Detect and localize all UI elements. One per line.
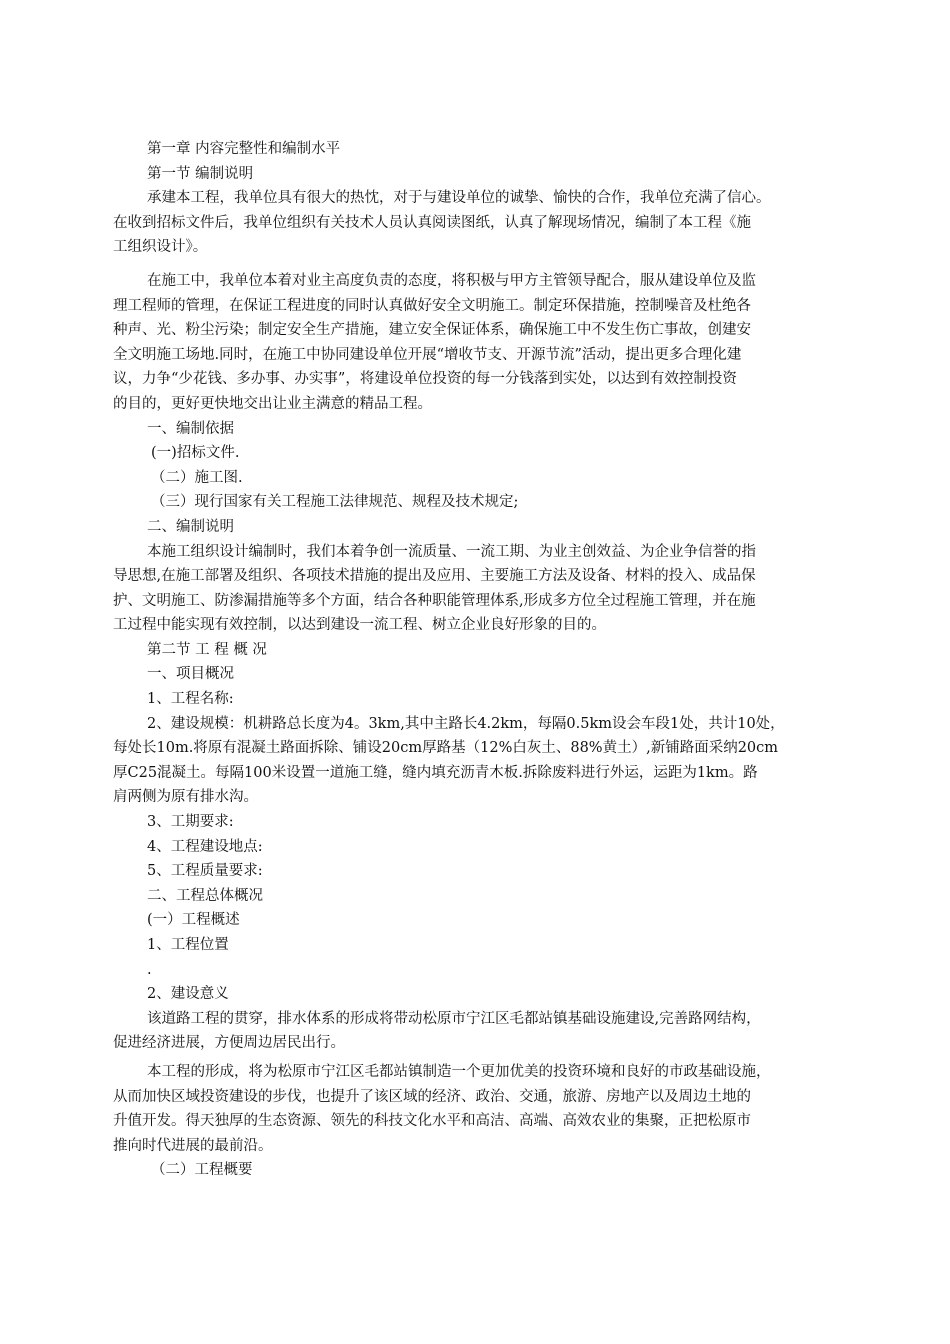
list-item: 3、工期要求:: [147, 814, 234, 831]
section-title: 第一节 编制说明: [147, 165, 254, 182]
paragraph-line: 促进经济进展，方便周边居民出行。: [113, 1035, 345, 1052]
paragraph-line: 2、建设规模：机耕路总长度为4。3km,其中主路长4.2km，每隔0.5km设会车段1处，共计10处，: [147, 715, 785, 732]
paragraph-line: 升值开发。得天独厚的生态资源、领先的科技文化水平和高洁、高端、高效农业的集聚，正把松原市: [113, 1113, 751, 1130]
paragraph: [113, 1060, 865, 1158]
subheading: 一、编制依据: [147, 420, 234, 437]
paragraph-line: 该道路工程的贯穿，排水体系的形成将带动松原市宁江区毛都站镇基础设施建设,完善路网结构，: [147, 1010, 761, 1027]
paragraph-line: 每处长10m.将原有混凝土路面拆除、铺设20cm厚路基（12%白灰土、88%黄土）,新铺路面采纳20cm: [113, 740, 779, 757]
paragraph-line: 本施工组织设计编制时，我们本着争创一流质量、一流工期、为业主创效益、为企业争信誉的指: [147, 543, 756, 560]
paragraph-line: 全文明施工场地.同时，在施工中协同建设单位开展“增收节支、开源节流”活动，提出更多合理化建: [113, 346, 742, 363]
chapter-title: 第一章 内容完整性和编制水平: [147, 141, 341, 157]
paragraph: [113, 540, 865, 638]
list-item: 1、工程名称:: [147, 691, 234, 708]
paragraph-line: 肩两侧为原有排水沟。: [113, 789, 258, 806]
paragraph: [113, 712, 865, 810]
list-item: 5、工程质量要求:: [147, 863, 263, 880]
paragraph-line: 在收到招标文件后，我单位组织有关技术人员认真阅读图纸，认真了解现场情况，编制了本工程《施: [113, 214, 751, 231]
paragraph-line: 议，力争“少花钱、多办事、办实事”，将建设单位投资的每一分钱落到实处，以达到有效控制投资: [113, 371, 737, 388]
paragraph-line: 工组织设计》。: [113, 239, 208, 256]
list-item: 2、建设意义: [147, 986, 229, 1003]
paragraph-line: 种声、光、粉尘污染；制定安全生产措施，建立安全保证体系，确保施工中不发生伤亡事故，创建安: [113, 322, 751, 339]
subheading: (一）工程概述: [147, 912, 240, 929]
subheading: 二、编制说明: [147, 518, 234, 535]
paragraph-line: 工过程中能实现有效控制，以达到建设一流工程、树立企业良好形象的目的。: [113, 617, 606, 634]
paragraph-line: 承建本工程，我单位具有很大的热忱，对于与建设单位的诚挚、愉快的合作，我单位充满了信心。: [147, 190, 771, 207]
paragraph-line: 本工程的形成，将为松原市宁江区毛都站镇制造一个更加优美的投资环境和良好的市政基础设施，: [147, 1063, 771, 1080]
paragraph-line: 导思想,在施工部署及组织、各项技术措施的提出及应用、主要施工方法及设备、材料的投入、成品保: [113, 568, 756, 585]
paragraph: [113, 1007, 865, 1056]
paragraph-line: 理工程师的管理，在保证工程进度的同时认真做好安全文明施工。制定环保措施，控制噪音及杜绝各: [113, 297, 751, 314]
list-item: （三）现行国家有关工程施工法律规范、规程及技术规定;: [151, 494, 519, 511]
placeholder-dot: .: [147, 961, 152, 978]
paragraph: [113, 269, 865, 417]
subheading: 二、工程总体概况: [147, 887, 263, 904]
section-title: 第二节 工 程 概 况: [147, 641, 267, 658]
subheading: 一、项目概况: [147, 666, 234, 683]
document-page: [113, 137, 865, 1183]
list-item: (一)招标文件.: [151, 445, 240, 462]
list-item: 1、工程位置: [147, 937, 229, 953]
subheading: （二）工程概要: [151, 1162, 253, 1179]
paragraph-line: 在施工中，我单位本着对业主高度负责的态度，将积极与甲方主管领导配合，服从建设单位及监: [147, 272, 756, 289]
list-item: 4、工程建设地点:: [147, 838, 263, 855]
paragraph-line: 从而加快区域投资建设的步伐，也提升了该区域的经济、政治、交通，旅游、房地产以及周边土地的: [113, 1088, 751, 1105]
paragraph-line: 的目的，更好更快地交出让业主满意的精品工程。: [113, 395, 432, 412]
paragraph-line: 护、文明施工、防渗漏措施等多个方面，结合各种职能管理体系,形成多方位全过程施工管理，并在施: [113, 592, 756, 609]
paragraph-line: 厚C25混凝土。每隔100米设置一道施工缝，缝内填充沥青木板.拆除废料进行外运，运距为1km。路: [113, 764, 758, 781]
paragraph: [113, 186, 865, 260]
paragraph-line: 推向时代进展的最前沿。: [113, 1137, 273, 1154]
list-item: （二）施工图.: [151, 469, 243, 486]
